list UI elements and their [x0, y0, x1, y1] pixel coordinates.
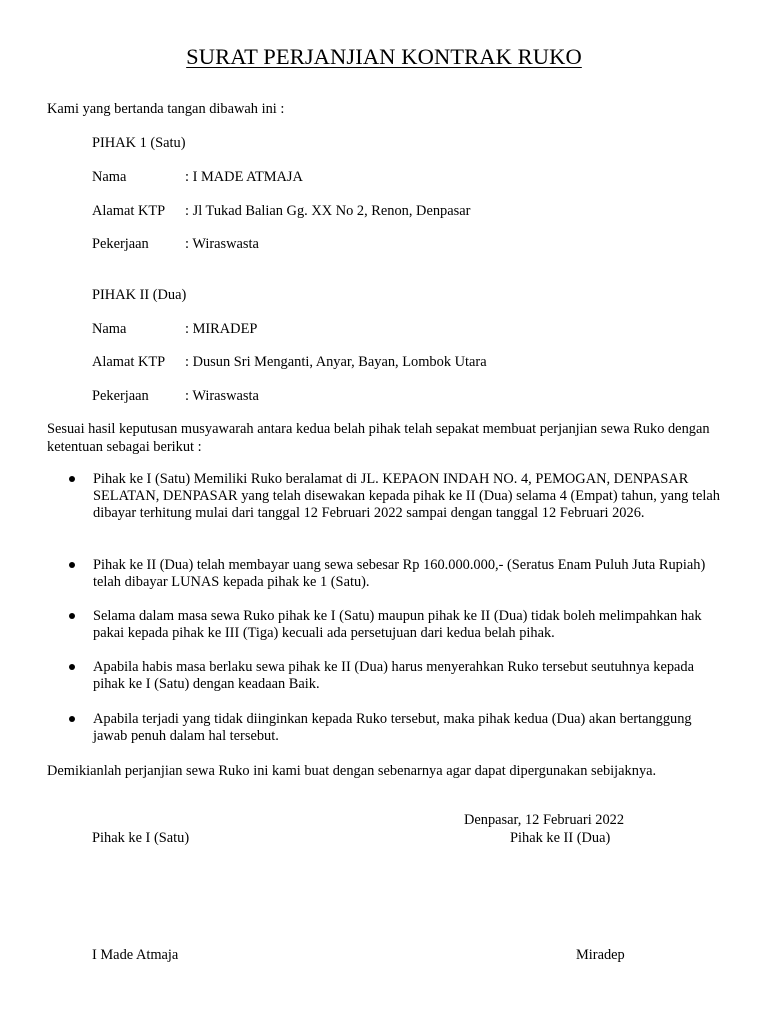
agreement-intro: Sesuai hasil keputusan musyawarah antara kedua belah pihak telah sepakat membuat perjanjian sewa Ruko dengan ketentuan sebagai berikut : — [47, 421, 710, 455]
pihak2-nama-label: Nama — [92, 321, 127, 337]
place-date: Denpasar, 12 Februari 2022 — [464, 812, 625, 828]
pihak2-pekerjaan-value: : Wiraswasta — [185, 388, 259, 404]
clause-item: Apabila terjadi yang tidak diinginkan kepada Ruko tersebut, maka pihak kedua (Dua) akan bertanggung jawab penuh dalam hal tersebut. — [93, 711, 692, 744]
bullet-icon — [69, 557, 79, 575]
clause-item: Pihak ke I (Satu) Memiliki Ruko beralamat di JL. KEPAON INDAH NO. 4, PEMOGAN, DENPASAR SELATAN, DENPASAR yang telah disewakan kepada pihak ke II (Dua) selama 4 (Empat) tahun, yang telah dibayar terhitung mulai dari tanggal 12 Februari 2022 sampai dengan tanggal 12 Februari 2026. — [93, 471, 720, 521]
pihak1-alamat-label: Alamat KTP — [92, 203, 166, 219]
pihak2-pekerjaan-label: Pekerjaan — [92, 388, 149, 404]
clause-item: Selama dalam masa sewa Ruko pihak ke I (Satu) maupun pihak ke II (Dua) tidak boleh melimpahkan hak pakai kepada pihak ke III (Tiga) kecuali ada persetujuan dari kedua belah pihak. — [93, 608, 702, 641]
pihak1-heading: PIHAK 1 (Satu) — [92, 135, 186, 151]
pihak2-heading: PIHAK II (Dua) — [92, 287, 187, 303]
pihak1-pekerjaan-value: : Wiraswasta — [185, 236, 259, 252]
clause-item: Pihak ke II (Dua) telah membayar uang sewa sebesar Rp 160.000.000,- (Seratus Enam Puluh Juta Rupiah) telah dibayar LUNAS kepada pihak ke 1 (Satu). — [93, 557, 706, 590]
document-title: SURAT PERJANJIAN KONTRAK RUKO — [186, 44, 582, 69]
pihak1-nama-value: : I MADE ATMAJA — [185, 169, 303, 185]
sign-right-name: Miradep — [576, 947, 625, 963]
pihak2-nama-value: : MIRADEP — [185, 321, 258, 337]
sign-right-label: Pihak ke II (Dua) — [510, 830, 611, 846]
bullet-icon — [69, 608, 79, 626]
bullet-icon — [69, 471, 79, 489]
sign-left-name: I Made Atmaja — [92, 947, 179, 963]
pihak1-alamat-value: : Jl Tukad Balian Gg. XX No 2, Renon, Denpasar — [185, 203, 471, 219]
pihak2-alamat-label: Alamat KTP — [92, 354, 166, 370]
pihak1-nama-label: Nama — [92, 169, 127, 185]
bullet-icon — [69, 711, 79, 729]
pihak1-pekerjaan-label: Pekerjaan — [92, 236, 149, 252]
closing-text: Demikianlah perjanjian sewa Ruko ini kami buat dengan sebenarnya agar dapat dipergunakan sebijaknya. — [47, 763, 657, 779]
pihak2-alamat-value: : Dusun Sri Menganti, Anyar, Bayan, Lombok Utara — [185, 354, 487, 370]
bullet-icon — [69, 659, 79, 677]
clause-item: Apabila habis masa berlaku sewa pihak ke II (Dua) harus menyerahkan Ruko tersebut seutuhnya kepada pihak ke I (Satu) dengan keadaan Baik. — [93, 659, 694, 692]
intro-text: Kami yang bertanda tangan dibawah ini : — [47, 101, 285, 117]
sign-left-label: Pihak ke I (Satu) — [92, 830, 190, 846]
